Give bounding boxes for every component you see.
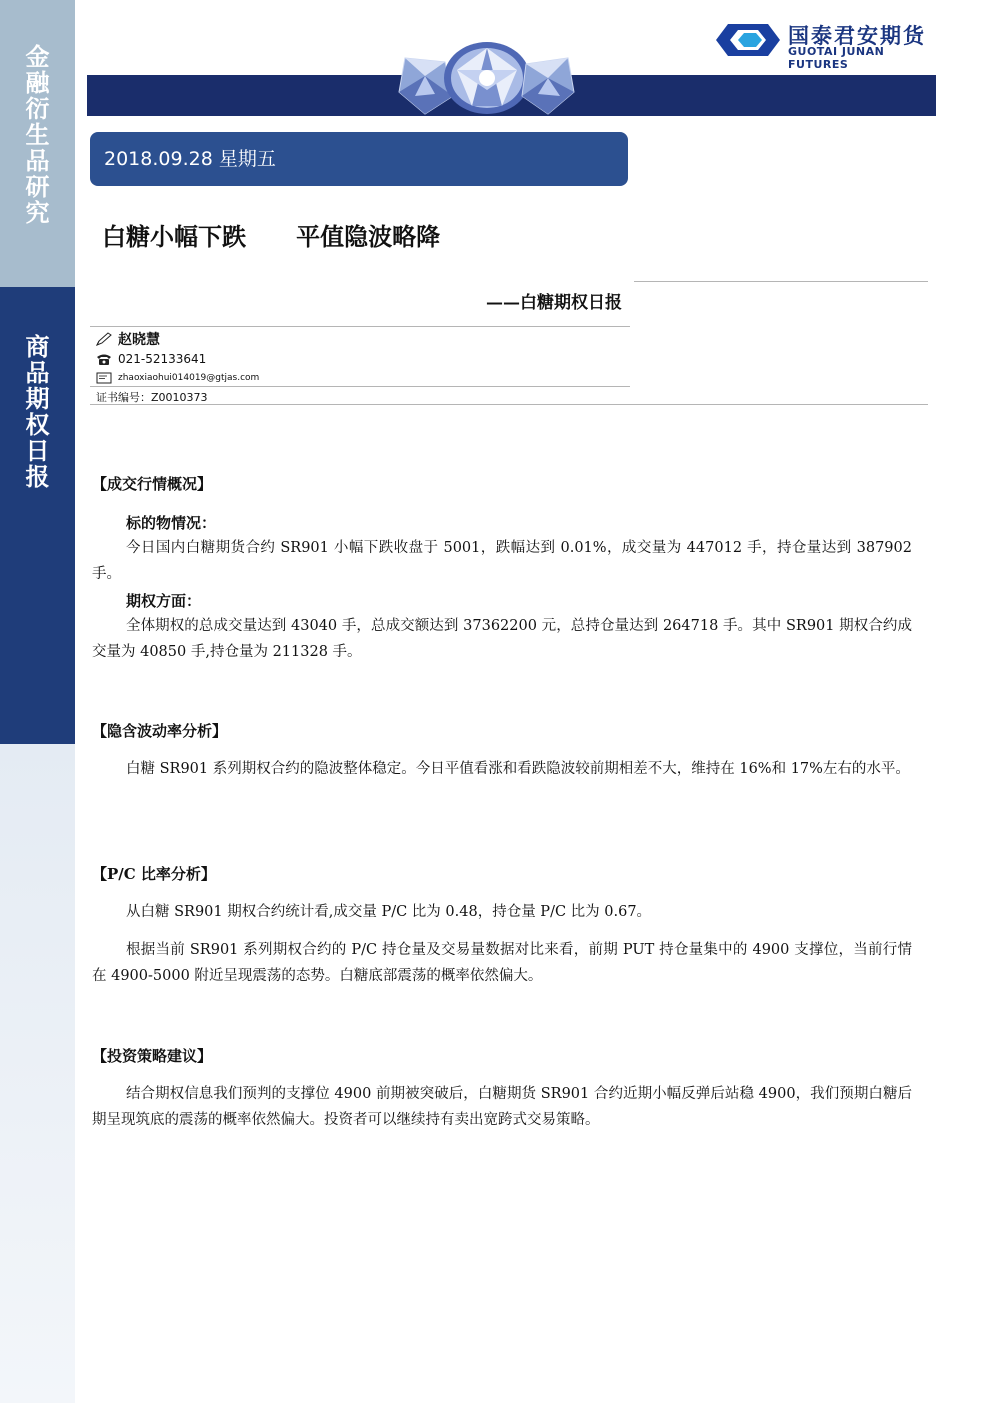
left-sidebar	[0, 0, 75, 1403]
section-title-market-overview: 【成交行情概况】	[92, 475, 213, 493]
logo-chinese-name: 国泰君安期货	[788, 24, 926, 48]
author-email-row	[96, 369, 259, 387]
divider-line	[90, 404, 928, 405]
report-subtitle: ——白糖期权日报	[486, 293, 622, 313]
logo-english-name: GUOTAI JUNAN FUTURES	[788, 45, 885, 71]
report-title: 白糖小幅下跌 平值隐波略降	[102, 222, 441, 251]
author-phone: 021-52133641	[118, 352, 207, 366]
sidebar-category-label: 金 融 衍 生 品 研 究	[25, 42, 50, 227]
paragraph-implied-volatility: 白糖 SR901 系列期权合约的隐波整体稳定。今日平值看涨和看跌隐波较前期相差不大，维持在 16%和 17%左右的水平。	[126, 761, 910, 777]
paragraph-underlying: 今日国内白糖期货合约 SR901 小幅下跌收盘于 5001，跌幅达到 0.01%，成交量为 447012 手，持仓量达到 387902 手。	[92, 540, 912, 582]
date-banner: 2018.09.28 星期五	[90, 132, 628, 186]
subheading-options: 期权方面：	[126, 592, 202, 610]
logo-mark-icon	[716, 22, 780, 58]
email-icon	[96, 372, 112, 384]
section-title-pc-ratio: 【P/C 比率分析】	[92, 865, 216, 883]
divider-line	[634, 281, 928, 282]
subheading-underlying: 标的物情况：	[126, 514, 217, 532]
paragraph-pc-ratio-2: 根据当前 SR901 系列期权合约的 P/C 持仓量及交易量数据对比来看，前期 PUT 持仓量集中的 4900 支撑位，当前行情在 4900-5000 附近呈现震荡的态势。白糖底部震荡的概率依然偏大。	[92, 942, 912, 984]
pencil-icon	[96, 332, 112, 346]
paragraph-pc-ratio-1: 从白糖 SR901 期权合约统计看,成交量 P/C 比为 0.48，持仓量 P/C 比为 0.67。	[126, 904, 652, 920]
author-block	[90, 326, 630, 387]
sidebar-report-type-label: 商 品 期 权 日 报	[25, 332, 50, 491]
author-email[interactable]: zhaoxiaohui014019@gtjas.com	[118, 373, 260, 383]
certificate-number: 证书编号：Z0010373	[96, 391, 208, 404]
author-phone-row	[96, 350, 206, 368]
telephone-icon	[96, 353, 112, 366]
company-logo	[716, 20, 936, 71]
sidebar-bottom-band	[0, 744, 75, 1403]
diamond-small-right-icon	[518, 56, 578, 116]
section-title-strategy: 【投资策略建议】	[92, 1047, 213, 1065]
section-title-implied-volatility: 【隐含波动率分析】	[92, 722, 228, 740]
paragraph-strategy: 结合期权信息我们预判的支撑位 4900 前期被突破后，白糖期货 SR901 合约近期小幅反弹后站稳 4900，我们预期白糖后期呈现筑底的震荡的概率依然偏大。投资者可以继续持有卖出宽跨式交易策略。	[92, 1086, 912, 1128]
paragraph-options: 全体期权的总成交量达到 43040 手，总成交额达到 37362200 元，总持仓量达到 264718 手。其中 SR901 期权合约成交量为 40850 手,持仓量为 211328 手。	[92, 618, 912, 660]
author-name-row	[96, 330, 160, 348]
author-name: 赵晓慧	[118, 332, 160, 348]
